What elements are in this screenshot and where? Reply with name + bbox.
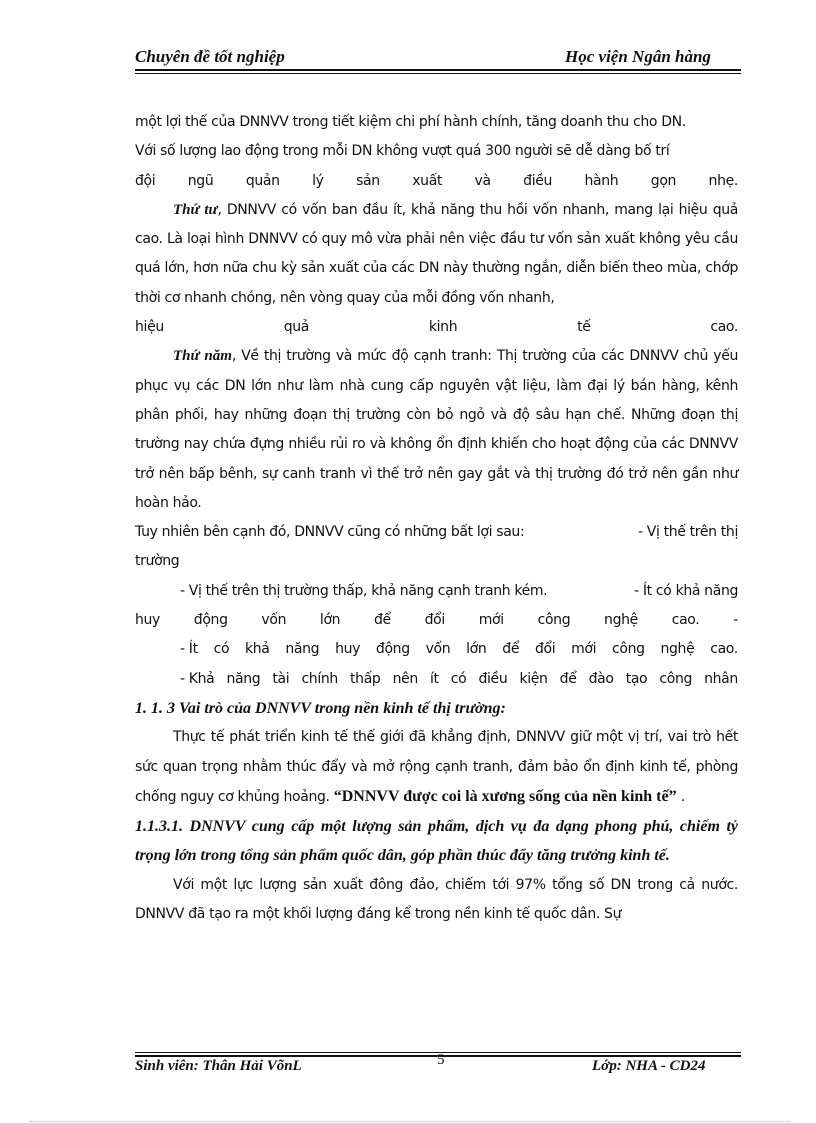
paragraph-vai-tro [135,723,738,812]
justified-word: để [559,670,577,687]
justified-word: mới [478,612,504,629]
justified-word: ngũ [187,172,214,189]
justified-word: để [374,612,391,629]
header-rule-thin [135,73,741,74]
justified-word: năng [285,641,320,658]
justified-word: tài [272,670,290,687]
justified-word: động [193,612,228,629]
paragraph-line [135,518,738,547]
justified-word: điều [523,172,553,189]
justified-word: vốn [425,641,451,658]
justified-word: khả [245,641,270,658]
justified-word: xuất [412,172,443,189]
justified-word: công [537,612,571,629]
justified-word: đội [135,172,156,189]
justified-word: vốn [261,612,287,629]
justified-word: cao. [671,612,700,629]
footer-student: Sinh viên: Thân Hải VõnL [135,1058,302,1074]
justified-word: lớn [319,612,341,629]
justified-word: để [502,641,520,658]
page-body [135,108,738,929]
paragraph-thu-nam [135,342,738,518]
justified-word: hiệu [135,319,164,336]
justified-word: lớn [466,641,487,658]
justified-word: nhân [704,670,738,687]
spread-line [135,313,738,342]
paragraph-end: . [676,788,685,805]
bold-quote: “DNNVV được coi là xương sống của nền kinh tế” [333,787,677,805]
justified-word: huy [335,641,361,658]
justified-word: chính [301,670,338,687]
paragraph-thu-tu [135,196,738,313]
paragraph-text-last: Với một lực lượng sản xuất đông đảo, chiếm tới 97% tổng số DN trong cả nước. DNNVV đã tạo ra một khối lượng đáng kể trong nền kinh tế quốc dân. Sự [135,876,738,923]
lead-term: Thứ tư [173,201,218,218]
spread-line [135,167,738,196]
spread-line [135,665,738,694]
justified-word: năng [226,670,261,687]
justified-word: huy [135,612,160,629]
justified-word: quả [283,319,310,336]
justified-word: mới [571,641,597,658]
justified-word: tế [577,319,591,336]
line-left: - Vị thế trên thị trường thấp, khả năng cạnh tranh kém. [180,582,548,599]
spread-line [135,606,738,635]
justified-word: thấp [350,670,381,687]
justified-word: cao. [710,641,738,658]
justified-word: tạo [625,670,648,687]
justified-word: gọn [650,172,677,189]
justified-word: kinh [428,319,458,336]
justified-word: - Ít [180,641,198,658]
justified-word: đổi [534,641,556,658]
justified-word: động [375,641,410,658]
justified-word: kiện [519,670,548,687]
paragraph-text: , Về thị trường và mức độ cạnh tranh: Thị trường của các DNNVV chủ yếu phục vụ các DN lớn như làm nhà cung cấp nguyên vật liệu, làm đại lý bán hàng, kênh phân phối, hay những đoạn thị trường còn bỏ ngỏ và độ sâu hạn chế. Những đoạn thị trường nay chứa đựng nhiều rủi ro và không ổn định khiến cho hoạt động của các DNNVV trở nên bấp bênh, sự canh tranh vì thế trở nên gay gắt và thị trường đó trở nên gần như hoàn hảo. [135,348,738,511]
justified-word: đổi [424,612,445,629]
justified-word: nhẹ. [708,172,738,189]
paragraph-line: một lợi thế của DNNVV trong tiết kiệm chi phí hành chính, tăng doanh thu cho DN. [135,114,686,130]
justified-word: hành [584,172,619,189]
header-title-left: Chuyên đề tốt nghiệp [135,47,285,66]
justified-word: đào [588,670,614,687]
subsection-heading: 1.1.3.1. DNNVV cung cấp một lượng sản phẩm, dịch vụ đa dạng phong phú, chiếm tỷ trọng lớn trong tổng sản phẩm quốc dân, góp phần thúc đẩy tăng trưởng kinh tế. [135,818,738,865]
justified-word: nghệ [604,612,638,629]
justified-word: nghệ [660,641,695,658]
justified-word: - Khả [180,670,215,687]
justified-word: sản [356,172,380,189]
paragraph-text: , DNNVV có vốn ban đầu ít, khả năng thu hồi vốn nhanh, mang lại hiệu quả cao. Là loại hình DNNVV có quy mô vừa phải nên việc đầu tư vốn sản xuất không yêu cầu quá lớn, hơn nữa chu kỳ sản xuất của các DN này thường ngắn, diễn biến theo mùa, chớp thời cơ nhanh chóng, nên vòng quay của mỗi đồng vốn nhanh, [135,201,738,306]
header-title-right: Học viện Ngân hàng [565,47,711,66]
paragraph-line: trường [135,553,180,570]
justified-word: có [450,670,467,687]
page-edge-dotted [30,1121,790,1122]
lead-term: Thứ năm [173,348,232,365]
justified-word: có [213,641,230,658]
justified-word: lý [312,172,324,189]
paragraph-line: Với số lượng lao động trong mỗi DN không vượt quá 300 người sẽ dễ dàng bố trí [135,143,670,160]
justified-word: - [733,612,738,629]
paragraph-line [135,577,738,606]
justified-word: cao. [710,319,738,336]
justified-word: và [474,172,491,189]
line-right: - Ít có khả năng [634,582,738,599]
justified-word: công [612,641,645,658]
paragraph-text: Thực tế phát triển kinh tế thế giới đã khẳng định, DNNVV giữ một vị trí, vai trò hết sức quan trọng nhằm thúc đẩy và mở rộng cạnh tranh, đảm bảo ổn định kinh tế, phòng chống nguy cơ khủng hoảng. [135,729,738,805]
justified-word: ít [430,670,439,687]
justified-word: quản [245,172,280,189]
spread-line [135,635,738,664]
header-rule [135,69,741,71]
line-right: - Vị thế trên thị [637,524,738,541]
justified-word: điều [478,670,508,687]
line-left: Tuy nhiên bên cạnh đó, DNNVV cũng có những bất lợi sau: [135,524,525,541]
justified-word: công [659,670,693,687]
section-heading: 1. 1. 3 Vai trò của DNNVV trong nền kinh tế thị trường: [135,699,506,717]
page-number: 5 [437,1052,445,1068]
justified-word: nên [392,670,418,687]
footer-class: Lớp: NHA - CD24 [592,1058,706,1074]
